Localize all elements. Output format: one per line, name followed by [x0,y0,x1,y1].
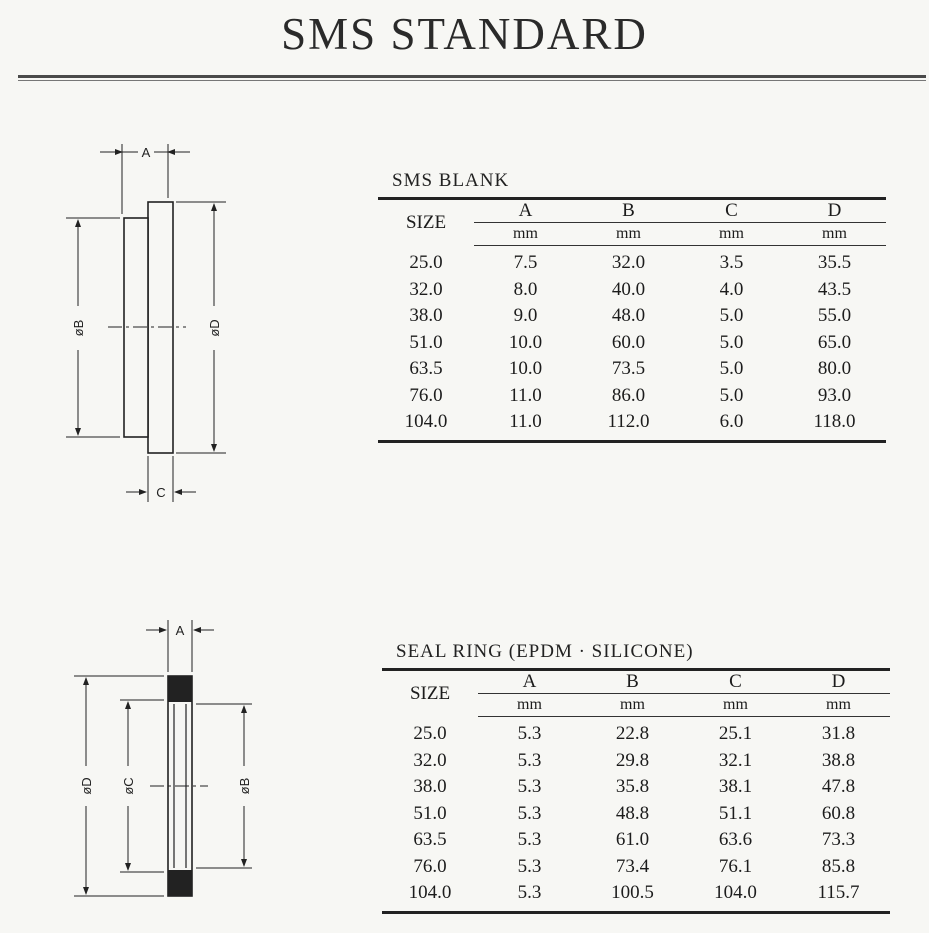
blank-spec-table [378,197,886,443]
value-cell: 35.5 [817,252,852,274]
value-cell: 104.0 [714,882,757,904]
blank-label-c: C [156,485,166,500]
seal-size-header: SIZE [409,682,451,704]
blank-unit-c: mm [680,223,783,246]
seal-table-body [382,717,890,913]
blank-col-a: A [474,199,577,223]
seal-label-b: øB [237,777,252,795]
title-rule-thin [18,80,926,81]
seal-caption: SEAL RING (EPDM · SILICONE) [396,641,694,662]
value-cell: 29.8 [615,749,650,771]
seal-unit-c: mm [684,694,787,717]
table-row [382,801,890,828]
value-cell: 115.7 [817,882,860,904]
table-row [378,356,886,383]
table-row [382,748,890,775]
blank-unit-a: mm [474,223,577,246]
table-row [382,854,890,881]
size-cell: 38.0 [409,305,443,327]
size-cell: 63.5 [413,829,447,851]
seal-label-d: øD [79,777,94,795]
value-cell: 93.0 [817,384,852,406]
value-cell: 5.3 [517,882,542,904]
value-cell: 100.5 [611,882,654,904]
table-row [378,409,886,441]
seal-col-c: C [684,670,787,694]
table-row [382,774,890,801]
blank-col-d: D [783,199,886,223]
seal-unit-a: mm [478,694,581,717]
value-cell: 10.0 [508,331,543,353]
value-cell: 73.5 [611,358,646,380]
value-cell: 38.1 [718,776,753,798]
size-cell: 51.0 [409,331,443,353]
table-row [378,277,886,304]
table-row [378,246,886,277]
value-cell: 5.3 [517,855,542,877]
value-cell: 60.0 [611,331,646,353]
value-cell: 86.0 [611,384,646,406]
size-cell: 25.0 [413,723,447,744]
table-row [378,330,886,357]
blank-dimension-lines [66,144,226,502]
table-row [378,303,886,330]
seal-label-c: øC [121,777,136,795]
value-cell: 51.1 [718,802,753,824]
value-cell: 55.0 [817,305,852,327]
value-cell: 80.0 [817,358,852,380]
seal-unit-b: mm [581,694,684,717]
value-cell: 60.8 [821,802,856,824]
value-cell: 61.0 [615,829,650,851]
seal-col-b: B [581,670,684,694]
value-cell: 5.0 [719,331,744,353]
value-cell: 47.8 [821,776,856,798]
value-cell: 5.0 [719,358,744,380]
value-cell: 22.8 [615,723,650,745]
blank-unit-b: mm [577,223,680,246]
table-row [382,827,890,854]
seal-ring-outline [168,676,192,896]
blank-size-header: SIZE [405,211,447,233]
value-cell: 11.0 [509,411,542,433]
size-cell: 76.0 [413,855,447,877]
value-cell: 8.0 [513,278,538,300]
value-cell: 5.3 [517,749,542,771]
size-cell: 51.0 [413,802,447,824]
seal-unit-d: mm [787,694,890,717]
seal-col-a: A [478,670,581,694]
value-cell: 43.5 [817,278,852,300]
seal-label-a: A [175,623,185,638]
value-cell: 65.0 [817,331,852,353]
blank-table-body [378,246,886,442]
size-cell: 104.0 [404,411,448,433]
value-cell: 32.1 [718,749,753,771]
value-cell: 48.0 [611,305,646,327]
blank-label-a: A [141,145,151,160]
value-cell: 25.1 [718,723,753,745]
value-cell: 5.0 [719,305,744,327]
blank-caption: SMS BLANK [392,170,510,191]
blank-label-b: øB [71,319,86,337]
value-cell: 5.3 [517,802,542,824]
value-cell: 118.0 [813,411,856,433]
value-cell: 32.0 [611,252,646,274]
value-cell: 40.0 [611,278,646,300]
size-cell: 32.0 [413,749,447,771]
blank-unit-d: mm [783,223,886,246]
size-cell: 38.0 [413,776,447,798]
value-cell: 31.8 [821,723,856,745]
table-row [382,880,890,912]
table-row [382,717,890,748]
size-cell: 76.0 [409,384,443,406]
value-cell: 73.3 [821,829,856,851]
value-cell: 5.3 [517,723,542,745]
value-cell: 6.0 [719,411,744,433]
value-cell: 5.0 [719,384,744,406]
value-cell: 38.8 [821,749,856,771]
value-cell: 9.0 [513,305,538,327]
blank-col-b: B [577,199,680,223]
value-cell: 63.6 [718,829,753,851]
value-cell: 11.0 [509,384,542,406]
value-cell: 5.3 [517,776,542,798]
title-rule [18,75,926,78]
value-cell: 5.3 [517,829,542,851]
seal-dimension-lines [74,620,252,896]
value-cell: 76.1 [718,855,753,877]
value-cell: 10.0 [508,358,543,380]
blank-flange-outline [124,202,173,453]
size-cell: 104.0 [408,882,452,904]
value-cell: 35.8 [615,776,650,798]
seal-col-d: D [787,670,890,694]
blank-col-c: C [680,199,783,223]
size-cell: 25.0 [409,252,443,273]
blank-label-d: øD [207,319,222,337]
value-cell: 48.8 [615,802,650,824]
value-cell: 85.8 [821,855,856,877]
value-cell: 73.4 [615,855,650,877]
page-title: SMS STANDARD [281,9,648,59]
value-cell: 3.5 [719,252,744,274]
size-cell: 63.5 [409,358,443,380]
value-cell: 112.0 [607,411,650,433]
value-cell: 7.5 [513,252,538,274]
size-cell: 32.0 [409,278,443,300]
seal-spec-table [382,668,890,914]
table-row [378,383,886,410]
value-cell: 4.0 [719,278,744,300]
